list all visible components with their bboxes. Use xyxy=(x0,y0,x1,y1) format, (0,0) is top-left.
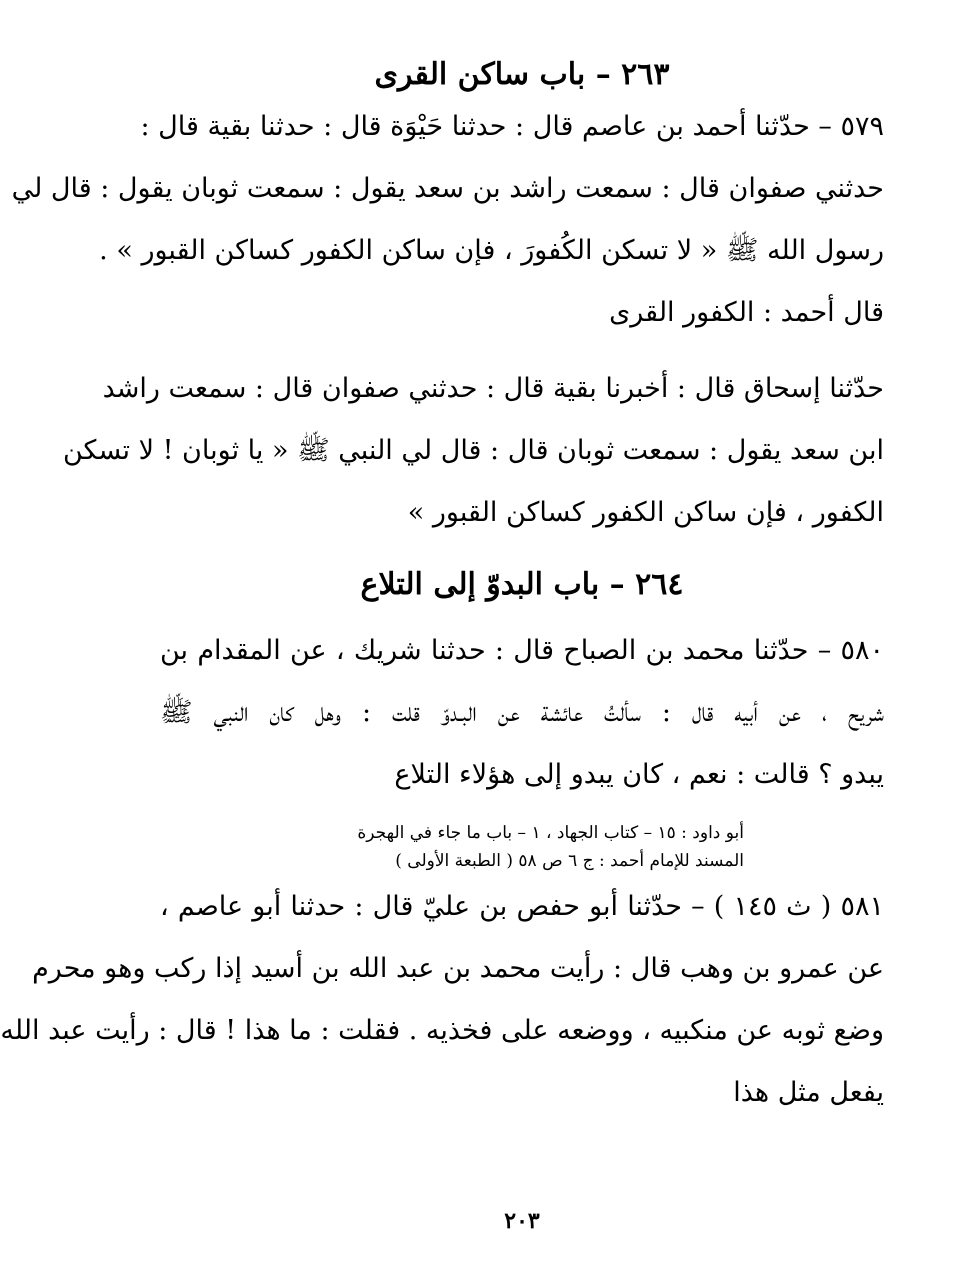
hadith-579-second-chain xyxy=(62,373,884,560)
text-line: ٥٨١ ( ث ١٤٥ ) – حدّثنا أبو حفص بن عليّ قال : حدثنا أبو عاصم ، xyxy=(160,891,884,922)
footnote: المسند للإمام أحمد : ج ٦ ص ٥٨ ( الطبعة الأولى ) xyxy=(395,851,744,871)
chapter-title: ساكن القرى xyxy=(374,57,530,92)
chapter-number: ٢٦٤ xyxy=(635,567,684,602)
hadith-581 xyxy=(0,891,884,1140)
text-line: حدثني صفوان قال : سمعت راشد بن سعد يقول : سمعت ثوبان يقول : قال لي xyxy=(11,173,884,204)
text-line: وضع ثوبه عن منكبيه ، ووضعه على فخذيه . فقلت : ما هذا ! قال : رأيت عبد الله xyxy=(0,1015,884,1046)
page-number: ٢٠٣ xyxy=(504,1208,540,1234)
text-line: قال أحمد : الكفور القرى xyxy=(609,297,884,328)
chapter-title: البدوّ إلى التلاع xyxy=(360,567,544,602)
text-line: حدّثنا إسحاق قال : أخبرنا بقية قال : حدثني صفوان قال : سمعت راشد xyxy=(102,373,884,404)
book-page xyxy=(0,50,884,1250)
chapter-heading-264 xyxy=(160,560,884,622)
chapter-number: ٢٦٣ xyxy=(621,57,670,92)
footnotes xyxy=(160,822,884,878)
heading-dash: – xyxy=(609,567,625,602)
chapter-word: باب xyxy=(539,57,586,92)
text-line: ابن سعد يقول : سمعت ثوبان قال : قال لي النبي ﷺ « يا ثوبان ! لا تسكن xyxy=(62,435,884,466)
text-line: الكفور ، فإن ساكن الكفور كساكن القبور » xyxy=(407,497,884,528)
text-line: يفعل مثل هذا xyxy=(733,1077,884,1108)
text-line: شريح ، عن أبيه قال : سألتُ عائشة عن البـدوّ قلت : وهل كان النبي ﷺ xyxy=(160,697,884,728)
chapter-word: باب xyxy=(553,567,600,602)
chapter-heading-263 xyxy=(160,50,884,112)
text-line: رسول الله ﷺ « لا تسكن الكُفورَ ، فإن ساكن الكفور كساكن القبور » . xyxy=(99,235,884,266)
footnote: أبو داود : ١٥ – كتاب الجهاد ، ١ – باب ما جاء في الهجرة xyxy=(357,823,744,843)
text-line: عن عمرو بن وهب قال : رأيت محمد بن عبد الله بن أسيد إذا ركب وهو محرم xyxy=(32,953,884,984)
hadith-580 xyxy=(160,636,884,822)
heading-dash: – xyxy=(595,57,611,92)
text-line: ٥٨٠ – حدّثنا محمد بن الصباح قال : حدثنا شريك ، عن المقدام بن xyxy=(160,635,884,666)
text-line: ٥٧٩ – حدّثنا أحمد بن عاصم قال : حدثنا حَيْوَة قال : حدثنا بقية قال : xyxy=(140,111,884,142)
hadith-579 xyxy=(11,111,884,360)
text-line: يبدو ؟ قالت : نعم ، كان يبدو إلى هؤلاء التلاع xyxy=(394,759,884,790)
